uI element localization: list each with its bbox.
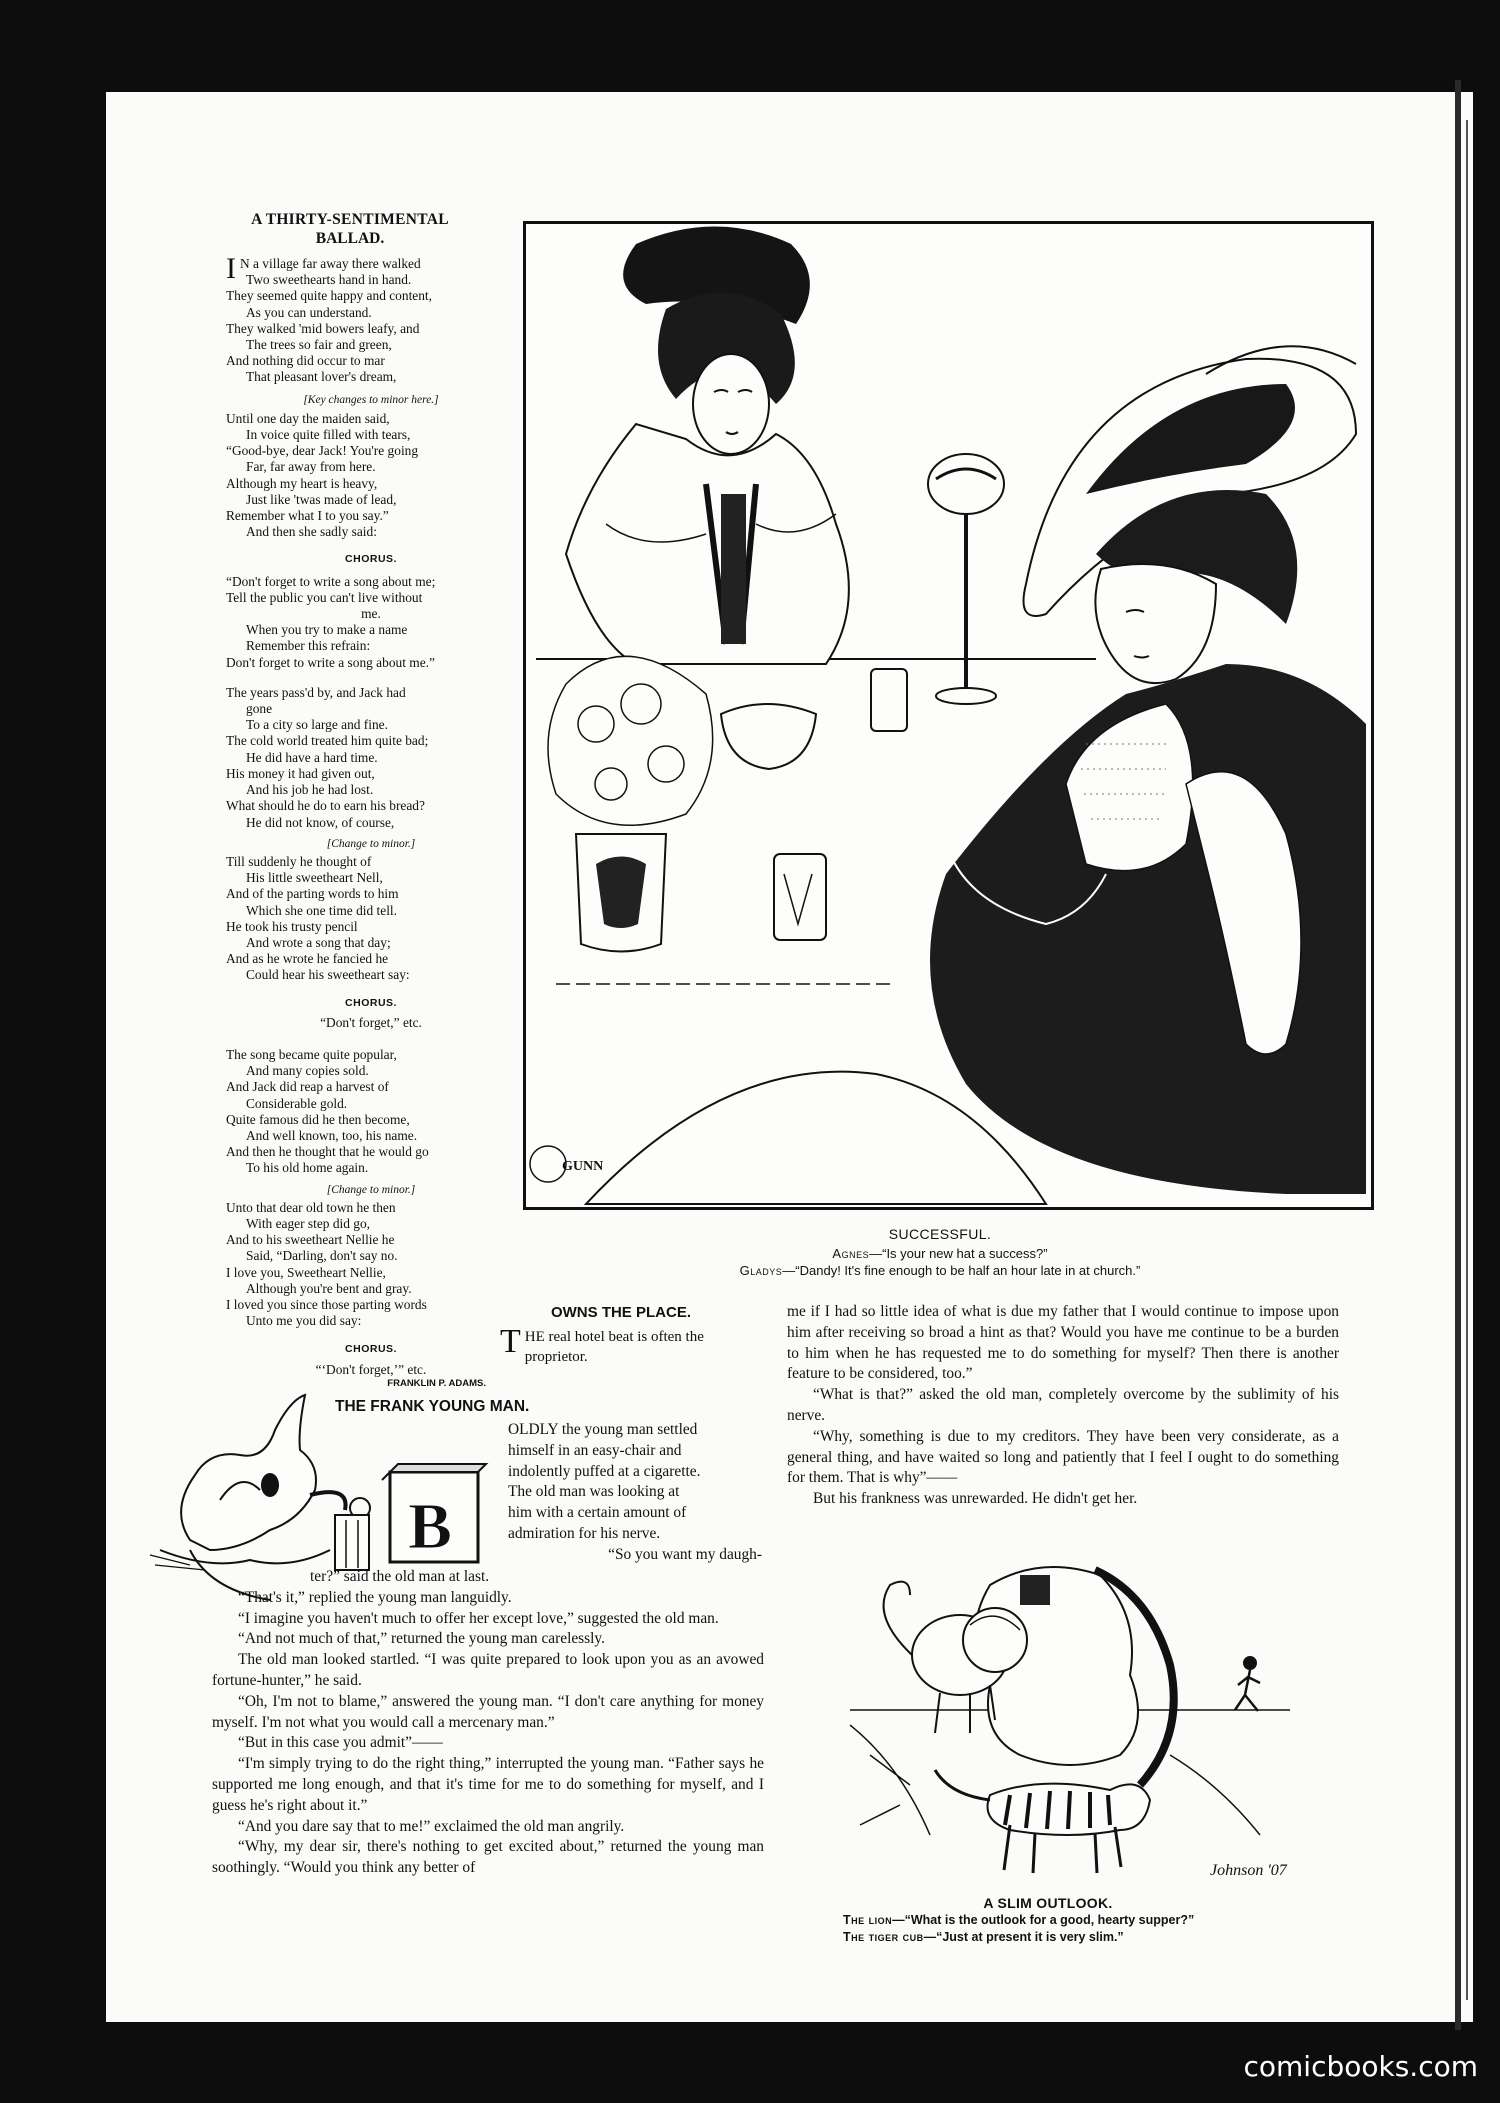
ballad-stanza-1	[226, 252, 516, 386]
successful-caption-line1	[520, 1245, 1360, 1262]
ballad-chorus-short: “Don't forget,” etc.	[320, 1014, 422, 1030]
poem-line: Till suddenly he thought of	[226, 853, 372, 869]
frank-opening-line: The old man was looking at	[508, 1483, 680, 1501]
speaker-tiger-cub: The tiger cub	[843, 1930, 924, 1944]
slim-outlook-caption	[843, 1895, 1323, 1946]
frank-paragraph: “But in this case you admit”——	[238, 1734, 443, 1752]
poem-line: Could hear his sweetheart say:	[246, 967, 410, 983]
poem-line: The song became quite popular,	[226, 1046, 397, 1062]
ballad-chorus-label-2: CHORUS.	[345, 996, 397, 1009]
poem-line: And his job he had lost.	[246, 782, 374, 798]
two-ladies-illustration	[526, 224, 1371, 1207]
poem-line: Said, “Darling, don't say no.	[246, 1248, 398, 1264]
frank-p2-start: “So you want my daugh-	[608, 1545, 762, 1563]
frank-col2-paragraphs	[787, 1302, 1339, 1510]
poem-line: Just like 'twas made of lead,	[246, 491, 397, 507]
ballad-stanza-4	[226, 854, 516, 984]
poem-line: They seemed quite happy and content,	[226, 288, 432, 304]
poem-line: What should he do to earn his bread?	[226, 798, 425, 814]
poem-line: Tell the public you can't live without	[226, 589, 423, 605]
poem-line: Remember this refrain:	[246, 638, 371, 654]
frank-paragraph: “And not much of that,” returned the young man carelessly.	[238, 1630, 605, 1648]
frank-paragraph: “Oh, I'm not to blame,” answered the young man. “I don't care anything for money myself. I'm not what you would call a mercenary man.”	[212, 1692, 764, 1731]
ballad-stanza-5	[226, 1047, 516, 1177]
frank-paragraph-col2: me if I had so little idea of what is due my father that I would continue to impose upon him after receiving so broad a hint as that? Would you have me continue to be a burden to him when he has requested me to do something for myself? Then there is another feature to be considered, too.”	[787, 1303, 1339, 1383]
poem-line: He took his trusty pencil	[226, 918, 358, 934]
poem-line: And many copies sold.	[246, 1063, 369, 1079]
poem-line: “Don't forget to write a song about me;	[226, 573, 436, 589]
ballad-title-line1: A THIRTY-SENTIMENTAL	[251, 211, 449, 228]
poem-line: Considerable gold.	[246, 1095, 348, 1111]
speaker-gladys: Gladys	[739, 1263, 783, 1278]
ballad-title	[200, 210, 500, 248]
poem-line: Although my heart is heavy,	[226, 475, 378, 491]
poem-line: And well known, too, his name.	[246, 1127, 418, 1143]
frank-opening	[508, 1420, 764, 1566]
poem-line: And Jack did reap a harvest of	[226, 1079, 389, 1095]
poem-line: The years pass'd by, and Jack had	[226, 684, 406, 700]
speaker-lion: The lion	[843, 1913, 893, 1927]
frank-paragraph: “And you dare say that to me!” exclaimed the old man angrily.	[238, 1817, 625, 1835]
frank-opening-line: admiration for his nerve.	[508, 1524, 661, 1542]
page-gutter-line	[1466, 120, 1468, 2000]
ballad-stanza-2	[226, 411, 516, 541]
frank-paragraph: “Why, my dear sir, there's nothing to get excited about,” returned the young man soothingly. “Would you think any better of	[212, 1838, 764, 1877]
frank-opening-line: indolently puffed at a cigarette.	[508, 1462, 701, 1480]
ballad-chorus-label-3: CHORUS.	[345, 1343, 397, 1356]
agnes-line: —“Is your new hat a success?”	[869, 1246, 1048, 1261]
frank-opening-line: him with a certain amount of	[508, 1504, 687, 1522]
frank-opening-line: himself in an easy-chair and	[508, 1441, 682, 1459]
frank-column-2	[787, 1302, 1339, 1510]
frank-paragraph-col2: “What is that?” asked the old man, completely overcome by the sublimity of his nerve.	[787, 1386, 1339, 1424]
poem-line: Two sweethearts hand in hand.	[246, 272, 412, 288]
site-watermark: comicbooks.com	[1243, 2050, 1478, 2083]
poem-line: Unto me you did say:	[246, 1313, 362, 1329]
poem-line: The cold world treated him quite bad;	[226, 733, 429, 749]
poem-line: When you try to make a name	[246, 622, 408, 638]
cartoon-slim-outlook	[840, 1555, 1300, 1895]
frank-opening-line: OLDLY the young man settled	[508, 1421, 698, 1438]
poem-line: I loved you since those parting words	[226, 1296, 427, 1312]
successful-caption	[520, 1226, 1360, 1279]
frank-column-1	[212, 1567, 764, 1879]
ballad-author: FRANKLIN P. ADAMS.	[387, 1377, 486, 1389]
poem-line: Although you're bent and gray.	[246, 1280, 412, 1296]
tiger-cub-line: —“Just at present it is very slim.”	[923, 1930, 1124, 1944]
poem-line: Until one day the maiden said,	[226, 410, 390, 426]
ballad-body	[226, 252, 516, 1392]
poem-line: me.	[361, 606, 381, 622]
poem-line: “Good-bye, dear Jack! You're going	[226, 443, 419, 459]
poem-line: And then she sadly said:	[246, 524, 377, 540]
owns-text: HE real hotel beat is often the proprietor.	[524, 1329, 704, 1365]
frank-paragraph: “I imagine you haven't much to offer her except love,” suggested the old man.	[238, 1609, 719, 1627]
frank-paragraph-col2: But his frankness was unrewarded. He didn't get her.	[813, 1490, 1138, 1508]
frank-paragraph: “I'm simply trying to do the right thing,” interrupted the young man. “Father says he supported me long enough, and that it's time for me to do something for myself, and I guess he's right about it.”	[212, 1755, 764, 1814]
poem-line: gone	[246, 701, 273, 717]
poem-line: Far, far away from here.	[246, 459, 376, 475]
poem-line: His money it had given out,	[226, 765, 375, 781]
poem-line: To his old home again.	[246, 1160, 369, 1176]
frank-p2-end: ter?” said the old man at last.	[310, 1568, 490, 1585]
poem-line: Don't forget to write a song about me.”	[226, 654, 435, 670]
slim-outlook-line1	[843, 1912, 1323, 1929]
poem-line: Remember what I to you say.”	[226, 508, 389, 524]
ballad-title-line2: BALLAD.	[315, 230, 385, 247]
poem-line: He did not know, of course,	[246, 814, 395, 830]
owns-title: OWNS THE PLACE.	[550, 1304, 691, 1321]
cartoon-top-signature: GUNN	[562, 1159, 604, 1174]
ballad-note-2: [Change to minor.]	[326, 837, 416, 850]
page-gutter	[1455, 80, 1461, 2030]
frank-opening-lines	[508, 1420, 764, 1545]
slim-outlook-line2	[843, 1929, 1323, 1946]
gladys-line: —“Dandy! It's fine enough to be half an hour late in at church.”	[782, 1263, 1141, 1278]
poem-line: The trees so fair and green,	[246, 337, 392, 353]
lion-and-tiger-illustration	[840, 1555, 1300, 1895]
ballad-note-1: [Key changes to minor here.]	[303, 393, 439, 406]
poem-line: And wrote a song that day;	[246, 934, 391, 950]
ballad-note-3: [Change to minor.]	[326, 1183, 416, 1196]
cartoon-bottom-signature: Johnson '07	[1210, 1862, 1287, 1879]
poem-line: He did have a hard time.	[246, 749, 378, 765]
block-letter-b: B	[408, 1490, 453, 1563]
poem-line: N a village far away there walked	[240, 256, 421, 271]
poem-line: And of the parting words to him	[226, 886, 399, 902]
poem-line: Which she one time did tell.	[246, 902, 397, 918]
successful-caption-title: SUCCESSFUL.	[888, 1226, 992, 1242]
poem-line: They walked 'mid bowers leafy, and	[226, 320, 420, 336]
frank-paragraph: The old man looked startled. “I was quite prepared to look upon you as an avowed fortune-hunter,” he said.	[212, 1651, 764, 1689]
cartoon-successful	[523, 221, 1374, 1210]
owns-the-place	[500, 1304, 770, 1367]
poem-line: His little sweetheart Nell,	[246, 870, 383, 886]
ballad-chorus-1	[226, 574, 516, 671]
slim-outlook-title: A SLIM OUTLOOK.	[983, 1895, 1113, 1911]
frank-title: THE FRANK YOUNG MAN.	[335, 1398, 530, 1415]
poem-line: And nothing did occur to mar	[226, 353, 385, 369]
frank-col1-paragraphs	[212, 1588, 764, 1879]
poem-line: As you can understand.	[246, 304, 372, 320]
poem-line: To a city so large and fine.	[246, 717, 388, 733]
ballad-dropcap: I	[226, 252, 236, 285]
owns-body	[500, 1323, 770, 1367]
poem-line: That pleasant lover's dream,	[246, 369, 397, 385]
poem-line: And to his sweetheart Nellie he	[226, 1232, 395, 1248]
speaker-agnes: Agnes	[832, 1246, 870, 1261]
owns-dropcap: T	[500, 1323, 521, 1360]
frank-paragraph: “That's it,” replied the young man languidly.	[238, 1588, 512, 1606]
lion-line: —“What is the outlook for a good, hearty supper?”	[892, 1913, 1195, 1927]
ballad-stanza-3	[226, 685, 516, 831]
poem-line: I love you, Sweetheart Nellie,	[226, 1264, 386, 1280]
successful-caption-line2	[520, 1262, 1360, 1279]
poem-line: Unto that dear old town he then	[226, 1199, 396, 1215]
poem-line: In voice quite filled with tears,	[246, 427, 411, 443]
poem-line: Quite famous did he then become,	[226, 1111, 410, 1127]
poem-line: With eager step did go,	[246, 1215, 371, 1231]
frank-paragraph-col2: “Why, something is due to my creditors. They have been very considerate, as a general thing, and have waited so long and patiently that I feel I ought to do something for them. That is why”——	[787, 1427, 1339, 1487]
poem-line: And then he thought that he would go	[226, 1144, 429, 1160]
poem-line: And as he wrote he fancied he	[226, 951, 389, 967]
ballad-chorus-final: “‘Don't forget,’” etc.	[315, 1361, 427, 1377]
ballad-chorus-label: CHORUS.	[345, 553, 397, 566]
